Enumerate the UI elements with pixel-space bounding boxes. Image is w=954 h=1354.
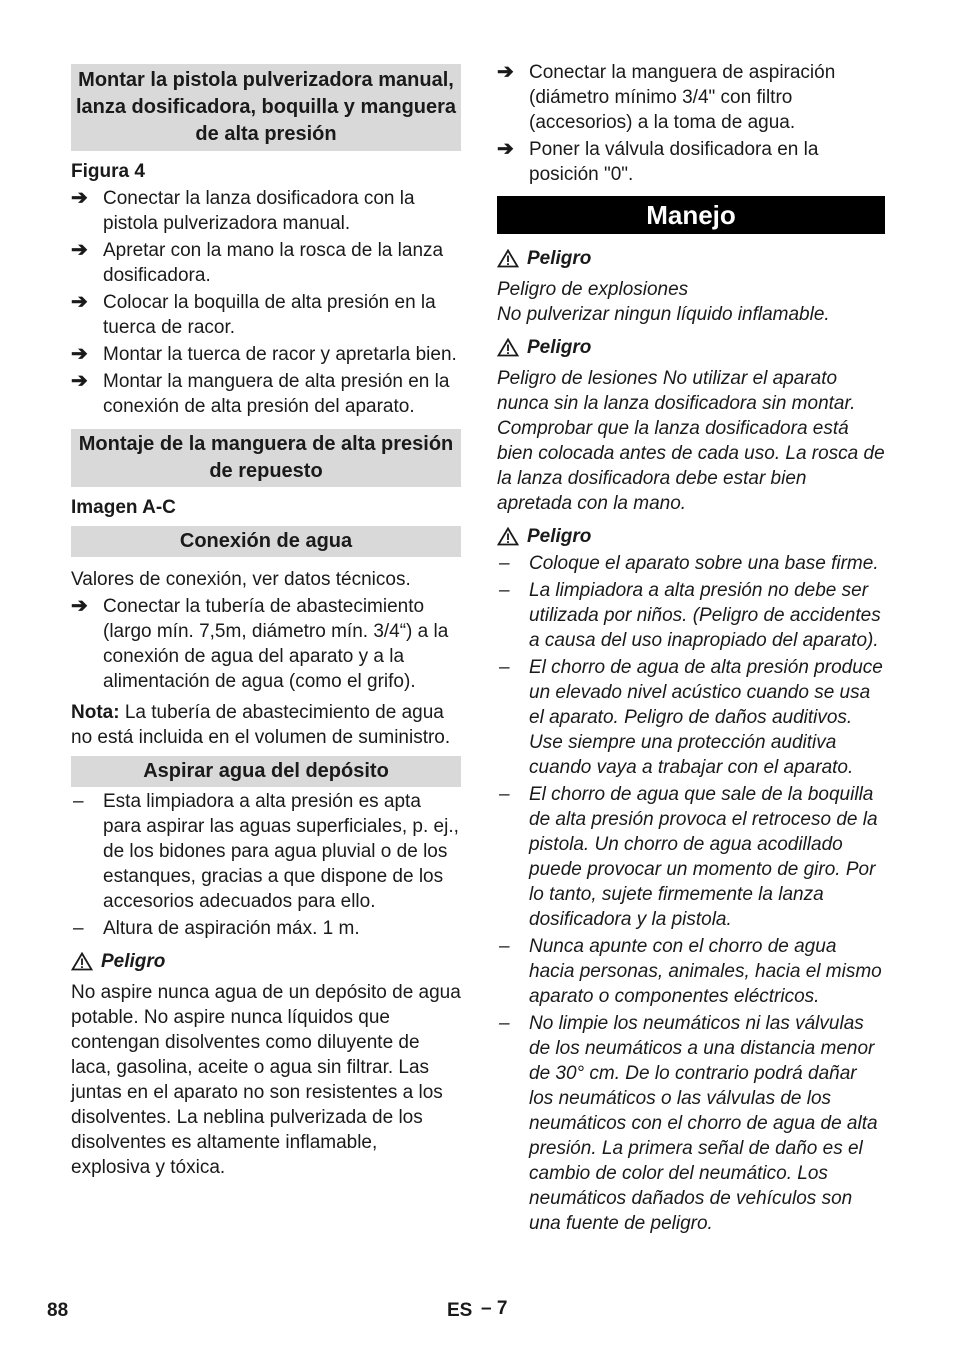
arrow-icon: ➔ [71, 291, 88, 313]
danger-text: No aspire nunca agua de un depósito de agua potable. No aspire nunca líquidos que contengan disolventes como diluyente de laca, gasolina, aceite o agua sin filtrar. Las juntas en el aparato no son resistentes a los disolventes. La neblina pulverizada de los disolventes es altamente inflamable, explosiva y tóxica. [71, 982, 461, 1178]
section-title-spare-hose: Montaje de la manguera de alta presión de repuesto [71, 429, 461, 487]
list-item: ➔ Conectar la lanza dosificadora con la pistola pulverizadora manual. [71, 187, 415, 234]
danger-heading [497, 246, 885, 271]
list-item: – Coloque el aparato sobre una base firme. [499, 553, 879, 574]
figure-label: Figura 4 [71, 161, 145, 182]
dash-marker: – [73, 791, 84, 812]
mounting-steps [71, 186, 461, 419]
list-item: – Nunca apunte con el chorro de agua hacia personas, animales, hacia el mismo aparato o componentes eléctricos. [499, 936, 882, 1007]
dash-marker: – [499, 784, 510, 805]
danger-heading [71, 949, 461, 974]
arrow-icon: ➔ [71, 239, 88, 261]
section-page-number: – 7 [481, 1298, 508, 1319]
danger-heading [497, 335, 885, 360]
danger-flammable-line: No pulverizar ningun líquido inflamable. [497, 304, 830, 325]
danger-explosion-line: Peligro de explosiones [497, 279, 689, 300]
suction-steps [497, 60, 885, 187]
dash-marker: – [499, 1013, 510, 1034]
warning-triangle-icon [497, 249, 519, 268]
image-label: Imagen A-C [71, 497, 176, 518]
danger-label: Peligro [101, 951, 166, 972]
danger-heading [497, 524, 885, 549]
list-item: – El chorro de agua que sale de la boquilla de alta presión provoca el retroceso de la pistola. Un chorro de agua acodillado puede provocar un momento de giro. Por lo tanto, sujete firmemente la lanza dosificadora y la pistola. [499, 784, 878, 930]
list-item: – La limpiadora a alta presión no debe ser utilizada por niños. (Peligro de accidentes a causa del uso inapropiado del aparato). [499, 580, 881, 651]
note-text: La tubería de abastecimiento de agua no está incluida en el volumen de suministro. [71, 702, 451, 748]
dash-marker: – [73, 918, 84, 939]
arrow-icon: ➔ [71, 595, 88, 617]
list-item: – Altura de aspiración máx. 1 m. [73, 918, 360, 939]
list-item: – El chorro de agua de alta presión produce un elevado nivel acústico cuando se usa el aparato. Peligro de daños auditivos. Use siempre una protección auditiva cuando vaya a trabajar con el aparato. [499, 657, 883, 778]
dash-marker: – [499, 936, 510, 957]
suction-items [71, 789, 461, 941]
section-title-manejo: Manejo [497, 196, 885, 234]
list-item: – No limpie los neumáticos ni las válvulas de los neumáticos a una distancia menor de 30° cm. De lo contrario podrá dañar los neumáticos o las válvulas de los neumáticos con el chorro de agua de alta presión. La primera señal de daño es el cambio de color del neumático. Los neumáticos dañados de vehículos son una fuente de peligro. [499, 1013, 878, 1234]
arrow-icon: ➔ [71, 370, 88, 392]
list-item: ➔ Colocar la boquilla de alta presión en la tuerca de racor. [71, 291, 436, 338]
danger-items [497, 551, 885, 1236]
list-item: – Esta limpiadora a alta presión es apta para aspirar las aguas superficiales, p. ej., de los bidones para agua pluvial o de los estanques, gracias a que dispone de los accesorios adecuados para ello. [73, 791, 459, 912]
arrow-icon: ➔ [497, 61, 514, 83]
warning-triangle-icon [497, 338, 519, 357]
warning-triangle-icon [71, 952, 93, 971]
warning-triangle-icon [497, 527, 519, 546]
list-item: ➔ Poner la válvula dosificadora en la posición "0". [497, 138, 819, 185]
arrow-icon: ➔ [71, 343, 88, 365]
danger-label: Peligro [527, 248, 592, 269]
section-title-mounting: Montar la pistola pulverizadora manual, lanza dosificadora, boquilla y manguera de alta presión [71, 64, 461, 151]
dash-marker: – [499, 657, 510, 678]
section-title-water-connection: Conexión de agua [71, 526, 461, 557]
section-title-suction: Aspirar agua del depósito [71, 756, 461, 787]
right-column [497, 58, 885, 1236]
list-item: ➔ Apretar con la mano la rosca de la lanza dosificadora. [71, 239, 444, 286]
list-item: ➔ Montar la manguera de alta presión en la conexión de alta presión del aparato. [71, 370, 450, 417]
language-code: ES [447, 1300, 473, 1321]
list-item: ➔ Montar la tuerca de racor y apretarla bien. [71, 343, 457, 365]
danger-injury-text: Peligro de lesiones No utilizar el aparato nunca sin la lanza dosificadora sin montar. Comprobar que la lanza dosificadora está bien colocada antes de cada uso. La rosca de la lanza dosificadora debe estar bien apretada con la mano. [497, 368, 885, 514]
dash-marker: – [499, 580, 510, 601]
danger-label: Peligro [527, 526, 592, 547]
list-item: ➔ Conectar la manguera de aspiración (diámetro mínimo 3/4" con filtro (accesorios) a la toma de agua. [497, 61, 836, 133]
list-item: ➔ Conectar la tubería de abastecimiento (largo mín. 7,5m, diámetro mín. 3/4“) a la conexión de agua del aparato y a la alimentación de agua (como el grifo). [71, 595, 449, 692]
note-label: Nota: [71, 702, 120, 723]
danger-label: Peligro [527, 337, 592, 358]
connection-steps [71, 594, 461, 694]
arrow-icon: ➔ [71, 187, 88, 209]
note-paragraph [71, 700, 461, 750]
connection-values-text: Valores de conexión, ver datos técnicos. [71, 569, 411, 590]
page-number: 88 [47, 1300, 69, 1321]
left-column [71, 64, 461, 1180]
arrow-icon: ➔ [497, 138, 514, 160]
dash-marker: – [499, 553, 510, 574]
